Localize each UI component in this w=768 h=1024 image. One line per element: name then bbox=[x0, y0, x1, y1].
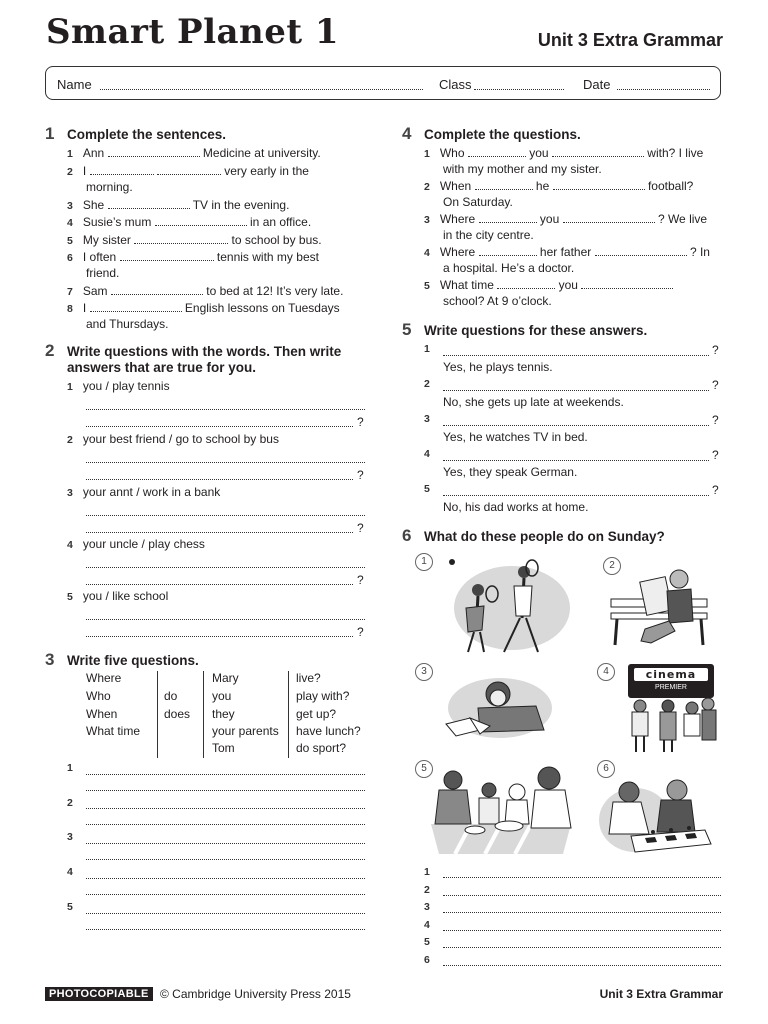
item-number: 4 bbox=[424, 919, 430, 931]
table-word: Mary bbox=[212, 671, 239, 685]
blank[interactable] bbox=[134, 234, 228, 244]
item-number: 3 bbox=[67, 200, 73, 212]
date-field[interactable] bbox=[617, 89, 710, 90]
answer-line[interactable] bbox=[443, 930, 721, 931]
item-number: 4 bbox=[424, 448, 430, 460]
answer-line[interactable] bbox=[443, 965, 721, 966]
table-word: get up? bbox=[296, 707, 337, 721]
item-number: 4 bbox=[67, 866, 73, 878]
section-4-number: 4 bbox=[402, 124, 412, 143]
name-field[interactable] bbox=[100, 89, 423, 90]
item-text: Medicine at university. bbox=[202, 146, 321, 160]
item-text: you bbox=[539, 212, 560, 226]
date-label: Date bbox=[583, 77, 611, 92]
item-number: 1 bbox=[424, 148, 430, 160]
item-number: 6 bbox=[67, 252, 73, 264]
item-text: a hospital. He’s a doctor. bbox=[443, 261, 575, 275]
item-number: 5 bbox=[67, 591, 73, 603]
item-number: 1 bbox=[424, 866, 430, 878]
item-number: 1 bbox=[67, 148, 73, 160]
blank[interactable] bbox=[581, 279, 673, 289]
question-mark: ? bbox=[712, 343, 719, 357]
item-number: 2 bbox=[67, 166, 73, 178]
item-number: 1 bbox=[67, 381, 73, 393]
answer-line[interactable] bbox=[86, 584, 353, 585]
section-2-prompt bbox=[67, 484, 220, 501]
item-text: ? We live bbox=[657, 212, 708, 226]
item-text: Sam bbox=[82, 284, 108, 298]
item-text: I bbox=[82, 301, 87, 315]
table-word: play with? bbox=[296, 689, 350, 703]
page-title: Smart Planet 1 bbox=[46, 12, 340, 52]
item-text: Where bbox=[439, 245, 476, 259]
answer-line[interactable] bbox=[86, 929, 365, 930]
item-text: school? At 9 o’clock. bbox=[443, 294, 552, 308]
cinema-crowd-icon bbox=[624, 694, 718, 754]
item-text: your best friend / go to school by bus bbox=[82, 432, 279, 446]
item-number: 3 bbox=[424, 413, 430, 425]
answer-text: No, she gets up late at weekends. bbox=[443, 395, 624, 409]
section-5-number: 5 bbox=[402, 320, 412, 339]
picture-number: 6 bbox=[597, 760, 615, 778]
blank[interactable] bbox=[475, 180, 533, 190]
answer-line[interactable] bbox=[86, 859, 365, 860]
item-text: I bbox=[82, 164, 87, 178]
item-text: her father bbox=[539, 245, 592, 259]
question-mark: ? bbox=[357, 625, 364, 639]
section-2-prompt bbox=[67, 536, 205, 553]
class-field[interactable] bbox=[474, 89, 564, 90]
name-label: Name bbox=[57, 77, 92, 92]
answer-line[interactable] bbox=[86, 790, 365, 791]
section-2-number: 2 bbox=[45, 341, 55, 360]
blank[interactable] bbox=[479, 246, 537, 256]
answer-line[interactable] bbox=[86, 824, 365, 825]
table-word: Tom bbox=[212, 741, 235, 755]
man-reading-newspaper-illustration bbox=[605, 565, 720, 655]
picture-number: 5 bbox=[415, 760, 433, 778]
question-mark: ? bbox=[357, 521, 364, 535]
answer-line[interactable] bbox=[443, 912, 721, 913]
family-meal-illustration bbox=[425, 764, 575, 856]
blank[interactable] bbox=[155, 216, 247, 226]
blank[interactable] bbox=[497, 279, 555, 289]
item-text: When bbox=[439, 179, 472, 193]
table-word: do sport? bbox=[296, 741, 347, 755]
item-number: 3 bbox=[424, 214, 430, 226]
section-3-title: Write five questions. bbox=[67, 653, 199, 668]
item-number: 3 bbox=[67, 831, 73, 843]
item-text: and Thursdays. bbox=[86, 317, 169, 331]
table-word: Where bbox=[86, 671, 122, 685]
name-box bbox=[45, 66, 721, 100]
table-word: live? bbox=[296, 671, 321, 685]
section-5-title: Write questions for these answers. bbox=[424, 323, 648, 338]
answer-text: Yes, he plays tennis. bbox=[443, 360, 553, 374]
item-text: English lessons on Tuesdays bbox=[184, 301, 340, 315]
premier-label: PREMIER bbox=[655, 684, 687, 691]
question-mark: ? bbox=[357, 468, 364, 482]
blank[interactable] bbox=[595, 246, 687, 256]
table-divider bbox=[288, 671, 289, 758]
item-text: you bbox=[558, 278, 578, 292]
answer-line[interactable] bbox=[443, 895, 721, 896]
footer-unit-title: Unit 3 Extra Grammar bbox=[599, 987, 723, 1001]
section-1-items bbox=[67, 145, 367, 332]
item-number: 2 bbox=[424, 378, 430, 390]
answer-line[interactable] bbox=[86, 409, 365, 410]
item-text: friend. bbox=[86, 266, 120, 280]
answer-line[interactable] bbox=[86, 774, 365, 775]
table-word: When bbox=[86, 707, 118, 721]
blank[interactable] bbox=[111, 285, 203, 295]
item-number: 5 bbox=[67, 235, 73, 247]
item-number: 2 bbox=[424, 884, 430, 896]
answer-line[interactable] bbox=[443, 390, 709, 391]
table-word: do bbox=[164, 689, 178, 703]
table-word: they bbox=[212, 707, 235, 721]
answer-line[interactable] bbox=[443, 947, 721, 948]
answer-line[interactable] bbox=[86, 636, 353, 637]
section-2-prompt bbox=[67, 378, 170, 395]
blank[interactable] bbox=[90, 302, 182, 312]
item-number: 5 bbox=[424, 483, 430, 495]
table-word: have lunch? bbox=[296, 724, 361, 738]
item-text: you / play tennis bbox=[82, 379, 170, 393]
item-number: 2 bbox=[67, 797, 73, 809]
item-text: your annt / work in a bank bbox=[82, 485, 221, 499]
question-mark: ? bbox=[712, 413, 719, 427]
section-2-prompt bbox=[67, 588, 168, 605]
answer-line[interactable] bbox=[86, 619, 365, 620]
item-number: 6 bbox=[424, 954, 430, 966]
item-text: Where bbox=[439, 212, 476, 226]
item-number: 2 bbox=[424, 181, 430, 193]
section-6-title: What do these people do on Sunday? bbox=[424, 529, 665, 544]
item-number: 3 bbox=[424, 901, 430, 913]
item-text: very early in the bbox=[224, 164, 309, 178]
answer-line[interactable] bbox=[86, 808, 365, 809]
item-text: football? bbox=[647, 179, 694, 193]
item-number: 2 bbox=[67, 434, 73, 446]
unit-title: Unit 3 Extra Grammar bbox=[537, 30, 723, 50]
item-text: morning. bbox=[86, 180, 133, 194]
section-1-title: Complete the sentences. bbox=[67, 127, 227, 142]
item-number: 5 bbox=[424, 280, 430, 292]
blank[interactable] bbox=[552, 147, 644, 157]
photocopiable-badge: PHOTOCOPIABLE bbox=[45, 987, 153, 1001]
section-4-items bbox=[424, 145, 724, 310]
table-divider bbox=[203, 671, 204, 758]
item-number: 1 bbox=[424, 343, 430, 355]
answer-line[interactable] bbox=[86, 426, 353, 427]
table-word: does bbox=[164, 707, 191, 721]
answer-text: No, his dad works at home. bbox=[443, 500, 589, 514]
cinema-sign bbox=[628, 664, 714, 698]
item-text: She bbox=[82, 198, 105, 212]
item-text: to bed at 12! It’s very late. bbox=[206, 284, 344, 298]
question-mark: ? bbox=[357, 415, 364, 429]
answer-text: Yes, he watches TV in bed. bbox=[443, 430, 588, 444]
answer-line[interactable] bbox=[86, 894, 365, 895]
question-mark: ? bbox=[357, 573, 364, 587]
item-text: I often bbox=[82, 250, 117, 264]
item-text: with? I live bbox=[647, 146, 704, 160]
blank[interactable] bbox=[108, 147, 200, 157]
item-number: 4 bbox=[67, 217, 73, 229]
table-divider bbox=[157, 671, 158, 758]
answer-line[interactable] bbox=[443, 355, 709, 356]
tennis-players-illustration bbox=[440, 548, 570, 660]
section-2-title-line1: Write questions with the words. Then write bbox=[67, 344, 342, 359]
item-number: 3 bbox=[67, 487, 73, 499]
blank[interactable] bbox=[120, 251, 214, 261]
item-text: tennis with my best bbox=[216, 250, 319, 264]
item-text: What time bbox=[439, 278, 494, 292]
item-text: ? In bbox=[689, 245, 710, 259]
item-text: to school by bus. bbox=[231, 233, 322, 247]
item-text: in the city centre. bbox=[443, 228, 534, 242]
answer-text: Yes, they speak German. bbox=[443, 465, 578, 479]
question-mark: ? bbox=[712, 378, 719, 392]
item-number: 5 bbox=[424, 936, 430, 948]
answer-line[interactable] bbox=[443, 460, 709, 461]
answer-line[interactable] bbox=[86, 567, 365, 568]
blank[interactable] bbox=[563, 213, 655, 223]
question-mark: ? bbox=[712, 448, 719, 462]
blank[interactable] bbox=[108, 199, 190, 209]
cinema-illustration bbox=[624, 664, 718, 754]
item-text: in an office. bbox=[250, 215, 312, 229]
item-text: your uncle / play chess bbox=[82, 537, 205, 551]
table-word: you bbox=[212, 689, 232, 703]
item-text: On Saturday. bbox=[443, 195, 513, 209]
section-2-title-line2: answers that are true for you. bbox=[67, 360, 257, 375]
answer-line[interactable] bbox=[86, 479, 353, 480]
answer-line[interactable] bbox=[86, 878, 365, 879]
cinema-title: cinema bbox=[634, 668, 708, 681]
boy-reading-book-illustration bbox=[440, 672, 552, 742]
item-number: 4 bbox=[424, 247, 430, 259]
item-text: My sister bbox=[82, 233, 131, 247]
answer-line[interactable] bbox=[86, 843, 365, 844]
picture-number: 3 bbox=[415, 663, 433, 681]
answer-line[interactable] bbox=[86, 913, 365, 914]
item-text: he bbox=[535, 179, 550, 193]
class-label: Class bbox=[439, 77, 472, 92]
table-word: your parents bbox=[212, 724, 279, 738]
answer-line[interactable] bbox=[86, 515, 365, 516]
item-number: 7 bbox=[67, 286, 73, 298]
blank[interactable] bbox=[157, 165, 221, 175]
question-mark: ? bbox=[712, 483, 719, 497]
item-number: 4 bbox=[67, 539, 73, 551]
item-number: 1 bbox=[67, 762, 73, 774]
blank[interactable] bbox=[553, 180, 645, 190]
picture-number: 1 bbox=[415, 553, 433, 571]
answer-line[interactable] bbox=[86, 532, 353, 533]
answer-line[interactable] bbox=[443, 425, 709, 426]
blank[interactable] bbox=[468, 147, 526, 157]
copyright-text: © Cambridge University Press 2015 bbox=[160, 987, 351, 1001]
blank[interactable] bbox=[479, 213, 537, 223]
section-6-number: 6 bbox=[402, 526, 412, 545]
answer-line[interactable] bbox=[443, 877, 721, 878]
item-text: you / like school bbox=[82, 589, 169, 603]
answer-line[interactable] bbox=[86, 462, 365, 463]
item-number: 5 bbox=[67, 901, 73, 913]
picture-number: 4 bbox=[597, 663, 615, 681]
item-text: Ann bbox=[82, 146, 105, 160]
table-word: Who bbox=[86, 689, 111, 703]
blank[interactable] bbox=[90, 165, 154, 175]
section-2-prompt bbox=[67, 431, 279, 448]
item-text: Who bbox=[439, 146, 465, 160]
section-1-number: 1 bbox=[45, 124, 55, 143]
table-word: What time bbox=[86, 724, 141, 738]
picture-number: 2 bbox=[603, 557, 621, 575]
answer-line[interactable] bbox=[443, 495, 709, 496]
people-playing-chess-illustration bbox=[595, 770, 720, 858]
item-text: you bbox=[529, 146, 549, 160]
item-text: with my mother and my sister. bbox=[443, 162, 602, 176]
section-4-title: Complete the questions. bbox=[424, 127, 581, 142]
item-text: Susie’s mum bbox=[82, 215, 152, 229]
section-3-number: 3 bbox=[45, 650, 55, 669]
item-number: 8 bbox=[67, 303, 73, 315]
item-text: TV in the evening. bbox=[192, 198, 290, 212]
